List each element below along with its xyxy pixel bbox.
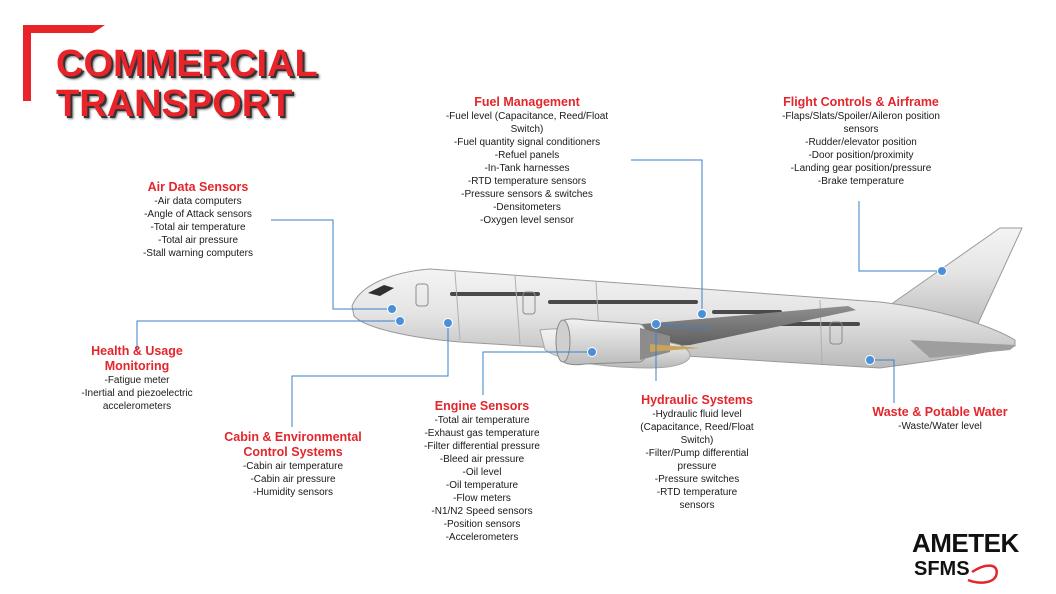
cabin-item: -Cabin air pressure — [250, 474, 336, 485]
flight-item: -Brake temperature — [817, 176, 905, 187]
logo-brand: AMETEK — [912, 528, 1019, 558]
air-data-block — [120, 180, 276, 260]
health-item: -Inertial and piezoelectric — [81, 388, 193, 399]
cabin-item: -Humidity sensors — [252, 487, 334, 498]
cabin-env-heading: Cabin & Environmental — [224, 430, 362, 444]
engine-item: -Flow meters — [453, 493, 511, 504]
flight-controls-block — [752, 95, 970, 188]
cabin-env-block — [208, 430, 378, 499]
fuel-item: -In-Tank harnesses — [484, 163, 570, 174]
flight-controls-heading: Flight Controls & Airframe — [783, 95, 939, 109]
cabin-env-heading: Control Systems — [243, 445, 343, 459]
engine-item: -Position sensors — [443, 519, 521, 530]
hydraulic-item: -Filter/Pump differential — [645, 448, 749, 459]
health-item: accelerometers — [102, 401, 172, 412]
engine-item: -Bleed air pressure — [439, 454, 525, 465]
health-usage-block — [62, 344, 212, 413]
health-usage-heading: Monitoring — [104, 359, 170, 373]
flight-item: sensors — [843, 124, 879, 135]
hydraulic-item: sensors — [679, 500, 715, 511]
waste-water-heading: Waste & Potable Water — [872, 405, 1008, 419]
hydraulic-heading: Hydraulic Systems — [641, 393, 753, 407]
engine-item: -Oil temperature — [445, 480, 519, 491]
air-data-heading: Air Data Sensors — [147, 180, 249, 194]
hydraulic-item: Switch) — [680, 435, 714, 446]
hydraulic-item: -Hydraulic fluid level — [652, 409, 742, 420]
title-line-2: TRANSPORT — [56, 83, 293, 125]
fuel-item: -Densitometers — [493, 202, 561, 213]
hydraulic-item: -Pressure switches — [654, 474, 740, 485]
hydraulic-block — [620, 393, 774, 512]
air-data-item: -Stall warning computers — [142, 248, 254, 259]
hydraulic-item: (Capacitance, Reed/Float — [640, 422, 754, 433]
fuel-item: -Refuel panels — [494, 150, 560, 161]
flight-item: -Landing gear position/pressure — [790, 163, 932, 174]
engine-item: -N1/N2 Speed sensors — [431, 506, 533, 517]
fuel-management-heading: Fuel Management — [474, 95, 580, 109]
ametek-logo — [912, 528, 1052, 586]
fuel-item: -Fuel quantity signal conditioners — [453, 137, 601, 148]
fuel-item: -Pressure sensors & switches — [461, 189, 593, 200]
logo-swoosh-icon — [912, 528, 1052, 586]
engine-item: -Exhaust gas temperature — [424, 428, 540, 439]
air-data-item: -Total air temperature — [150, 222, 246, 233]
hydraulic-item: pressure — [677, 461, 717, 472]
health-item: -Fatigue meter — [104, 375, 170, 386]
engine-item: -Oil level — [462, 467, 502, 478]
air-data-item: -Total air pressure — [157, 235, 239, 246]
health-usage-heading: Health & Usage — [91, 344, 183, 358]
engine-item: -Total air temperature — [434, 415, 530, 426]
title-line-1: COMMERCIAL — [56, 43, 318, 85]
fuel-item: -Fuel level (Capacitance, Reed/Float — [445, 111, 609, 122]
flight-item: -Door position/proximity — [808, 150, 914, 161]
air-data-item: -Air data computers — [154, 196, 242, 207]
fuel-item: Switch) — [510, 124, 544, 135]
air-data-item: -Angle of Attack sensors — [144, 209, 252, 220]
flight-item: -Flaps/Slats/Spoiler/Aileron position — [782, 111, 940, 122]
engine-item: -Accelerometers — [445, 532, 519, 543]
hydraulic-item: -RTD temperature — [656, 487, 738, 498]
waste-item: -Waste/Water level — [898, 421, 982, 432]
fuel-item: -Oxygen level sensor — [480, 215, 574, 226]
engine-item: -Filter differential pressure — [424, 441, 540, 452]
fuel-item: -RTD temperature sensors — [467, 176, 587, 187]
engine-sensors-heading: Engine Sensors — [434, 399, 530, 413]
cabin-item: -Cabin air temperature — [242, 461, 344, 472]
flight-item: -Rudder/elevator position — [805, 137, 917, 148]
logo-sub: SFMS — [914, 558, 970, 580]
engine-sensors-block — [404, 399, 560, 544]
waste-water-block — [852, 405, 1028, 433]
fuel-management-block — [420, 95, 634, 227]
